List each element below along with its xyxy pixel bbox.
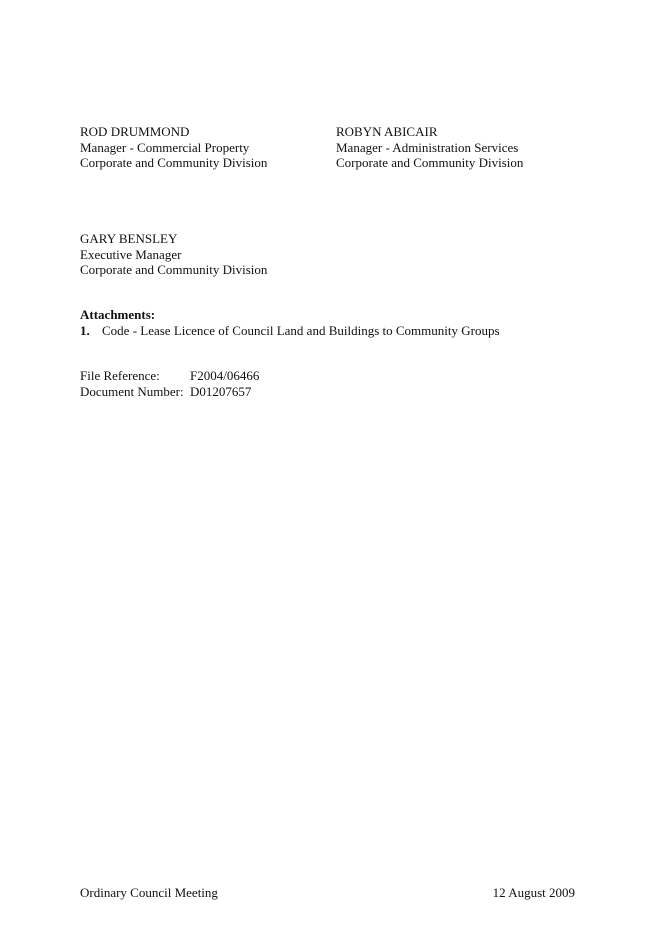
footer-date: 12 August 2009 — [492, 885, 575, 900]
signatory-block-robyn-abicair — [336, 124, 523, 171]
file-info-section — [80, 368, 259, 399]
signatory-name: ROD DRUMMOND — [80, 124, 190, 139]
footer-meeting-name: Ordinary Council Meeting — [80, 885, 218, 900]
signatory-title: Executive Manager — [80, 246, 182, 262]
attachment-number: 1. — [80, 322, 90, 338]
signatory-division: Corporate and Community Division — [80, 155, 268, 170]
attachments-heading: Attachments: — [80, 307, 156, 322]
signatory-block-rod-drummond — [80, 124, 267, 171]
attachment-title: Code - Lease Licence of Council Land and Buildings to Community Groups — [102, 322, 500, 338]
signatory-block-gary-bensley — [80, 231, 267, 278]
signatory-division: Corporate and Community Division — [336, 155, 524, 170]
attachment-item[interactable] — [80, 323, 500, 339]
document-number-value: D01207657 — [190, 383, 252, 399]
file-reference-value: F2004/06466 — [190, 368, 260, 383]
signatory-title: Manager - Commercial Property — [80, 139, 250, 155]
document-number-row — [80, 384, 259, 400]
signatory-name: ROBYN ABICAIR — [336, 124, 438, 139]
file-reference-row — [80, 368, 259, 384]
file-reference-label: File Reference: — [80, 368, 160, 383]
signatory-division: Corporate and Community Division — [80, 262, 268, 277]
signatory-title: Manager - Administration Services — [336, 139, 519, 155]
attachments-section — [80, 307, 500, 338]
document-number-label: Document Number: — [80, 383, 184, 399]
signatory-name: GARY BENSLEY — [80, 231, 178, 246]
